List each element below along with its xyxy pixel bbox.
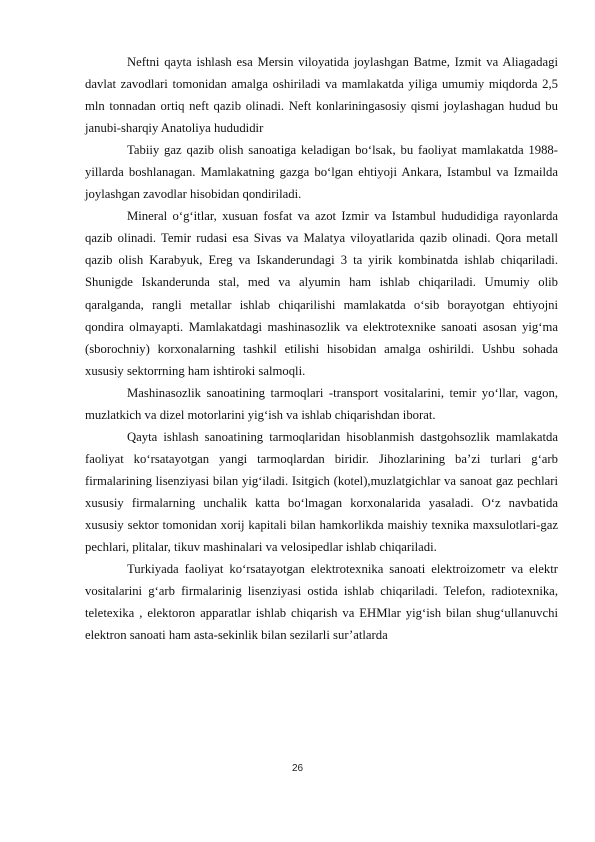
paragraph-electrotechnics: Turkiyada faoliyat ko‘rsatayotgan elektrotexnika sanoati elektroizometr va elektr vositalarini g‘arb firmalarinig lisenziyasi ostida ishlab chiqariladi. Telefon, radiotexnika, teletexika , elektoron apparatlar ishlab chiqarish va EHMlar yig‘ish bilan shug‘ullanuvchi elektron sanoati ham asta-sekinlik bilan sezilarli sur’atlarda [85,562,558,643]
paragraph-machine-building: Mashinasozlik sanoatining tarmoqlari -transport vositalarini, temir yo‘llar, vagon, muzlatkich va dizel motorlarini yig‘ish va ishlab chiqarishdan iborat. [85,385,558,422]
paragraph-natural-gas: Tabiiy gaz qazib olish sanoatiga keladigan bo‘lsak, bu faoliyat mamlakatda 1988-yillarda boshlanagan. Mamlakatning gazga bo‘lgan ehtiyoji Ankara, Istambul va Izmailda joylashgan zavodlar hisobidan qondiriladi. [85,143,558,202]
paragraph-mineral-fertilizers: Mineral o‘g‘itlar, xusuan fosfat va azot Izmir va Istambul hududidiga rayonlarda qazib olinadi. Temir rudasi esa Sivas va Malatya viloyatlarida qazib olinadi. Qora metall qazib olish Karabyuk, Ereg va Iskanderundagi 3 ta yirik kombinatda ishlab chiqariladi. Shunigde Iskanderunda stal, med va alyumin ham ishlab chiqariladi. Umumiy olib qaralganda, rangli metallar ishlab chiqarilishi mamlakatda o‘sib borayotgan ehtiyojni qondira olmayapti. Mamlakatdagi mashinasozlik va elektrotexnike sanoati asosan yig‘ma (sborochniy) korxonalarning tashkil etilishi hisobidan amalga oshirildi. Ushbu sohada xususiy sektorrning ham ishtiroki salmoqli. [85,209,558,378]
paragraph-machine-tools: Qayta ishlash sanoatining tarmoqlaridan hisoblanmish dastgohsozlik mamlakatda faoliyat ko‘rsatayotgan yangi tarmoqlardan biridir. Jihozlarining ba’zi turlari g‘arb firmalarining lisenziyasi bilan yig‘iladi. Isitgich (kotel),muzlatgichlar va sanoat gaz pechlari xususiy firmalarning unchalik katta bo‘lmagan korxonalarida yasaladi. O‘z navbatida xususiy sektor tomonidan xorij kapitali bilan hamkorlikda maishiy texnika maxsulotlari-gaz pechlari, plitalar, tikuv mashinalari va velosipedlar ishlab chiqariladi. [85,429,558,555]
page-number: 26 [291,763,304,774]
paragraph-oil-refining: Neftni qayta ishlash esa Mersin viloyatida joylashgan Batme, Izmit va Aliagadagi davlat zavodlari tomonidan amalga oshiriladi va mamlakatda yiliga umumiy miqdorda 2,5 mln tonnadan ortiq neft qazib olinadi. Neft konlariningasosiy qismi joylashagan hudud bu janubi-sharqiy Anatoliya hududidir [85,55,558,136]
document-body [85,51,558,646]
